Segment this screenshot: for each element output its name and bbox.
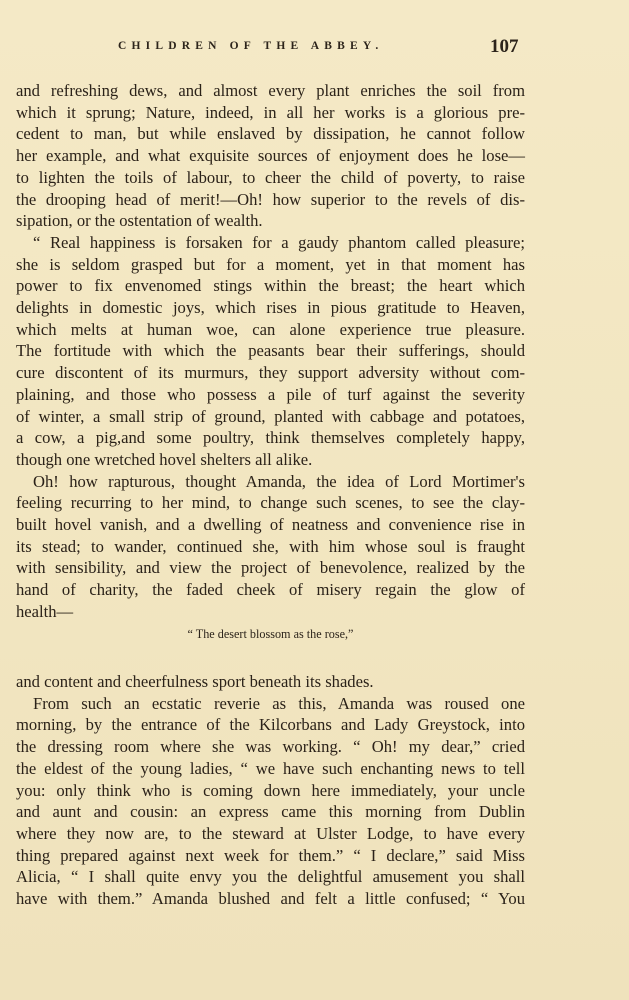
text-line: feeling recurring to her mind, to change such scenes, to see the clay- <box>16 493 525 513</box>
text-line: Oh! how rapturous, thought Amanda, the idea of Lord Mortimer's <box>33 471 525 491</box>
text-line: cure discontent of its murmurs, they support adversity without com- <box>16 363 525 383</box>
text-line: to lighten the toils of labour, to cheer the child of poverty, to raise <box>16 167 525 187</box>
text-line: thing prepared against next week for them.” “ I declare,” said Miss <box>16 845 525 865</box>
text-block-top <box>16 80 525 623</box>
text-line: delights in domestic joys, which rises in pious gratitude to Heaven, <box>16 298 525 318</box>
text-line: she is seldom grasped but for a moment, yet in that moment has <box>16 254 525 274</box>
text-line: of winter, a small strip of ground, planted with cabbage and potatoes, <box>16 406 525 426</box>
text-line: though one wretched hovel shelters all alike. <box>16 449 313 469</box>
text-line: morning, by the entrance of the Kilcorbans and Lady Greystock, into <box>16 715 525 735</box>
text-line: with sensibility, and view the project of benevolence, realized by the <box>16 558 525 578</box>
text-line: “ Real happiness is forsaken for a gaudy phantom called pleasure; <box>33 232 525 252</box>
text-line: built hovel vanish, and a dwelling of neatness and convenience rise in <box>16 515 525 535</box>
text-line: hand of charity, the faded cheek of misery regain the glow of <box>16 580 525 600</box>
text-line: health— <box>16 601 74 621</box>
text-line: From such an ecstatic reverie as this, Amanda was roused one <box>33 693 525 713</box>
text-line: which melts at human woe, can alone experience true pleasure. <box>16 319 525 339</box>
text-line: Alicia, “ I shall quite envy you the delightful amusement you shall <box>16 867 525 887</box>
text-line: the eldest of the young ladies, “ we have such enchanting news to tell <box>16 758 525 778</box>
text-block-bottom <box>16 671 525 910</box>
text-line: have with them.” Amanda blushed and felt a little confused; “ You <box>16 889 525 909</box>
text-line: and aunt and cousin: an express came this morning from Dublin <box>16 802 525 822</box>
text-line: sipation, or the ostentation of wealth. <box>16 211 263 231</box>
text-line: which it sprung; Nature, indeed, in all her works is a glorious pre- <box>16 102 525 122</box>
text-line: its stead; to wander, continued she, with him whose soul is fraught <box>16 536 525 556</box>
block-quote: “ The desert blossom as the rose,” <box>187 627 354 641</box>
text-line: and content and cheerfulness sport beneath its shades. <box>16 672 374 691</box>
page-header <box>0 36 629 60</box>
text-line: The fortitude with which the peasants bear their sufferings, should <box>16 341 525 361</box>
text-line: her example, and what exquisite sources of enjoyment does he lose— <box>16 146 525 166</box>
text-line: cedent to man, but while enslaved by dissipation, he cannot follow <box>16 124 525 144</box>
text-line: plaining, and those who possess a pile of turf against the severity <box>16 384 525 404</box>
text-line: and refreshing dews, and almost every plant enriches the soil from <box>16 81 525 100</box>
text-line: a cow, a pig,and some poultry, think themselves completely happy, <box>16 428 525 448</box>
text-line: power to fix envenomed stings within the breast; the heart which <box>16 276 525 296</box>
text-line: the drooping head of merit!—Oh! how superior to the revels of dis- <box>16 189 525 209</box>
text-line: the dressing room where she was working. “ Oh! my dear,” cried <box>16 737 525 757</box>
text-line: you: only think who is coming down here immediately, your uncle <box>16 780 525 800</box>
text-line: where they now are, to the steward at Ulster Lodge, to have every <box>16 823 525 843</box>
page-number: 107 <box>490 36 519 57</box>
running-head: CHILDREN OF THE ABBEY. <box>118 40 384 52</box>
